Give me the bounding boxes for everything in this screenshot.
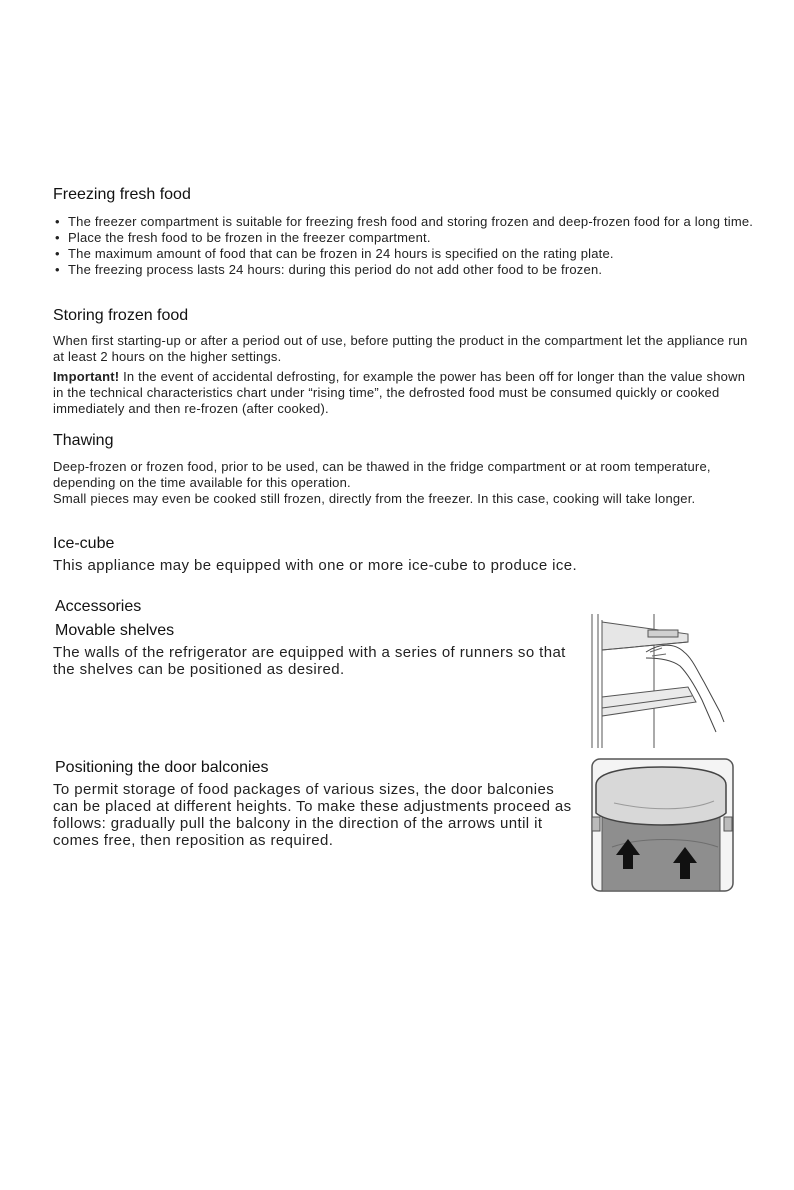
balconies-title: Positioning the door balconies xyxy=(55,759,269,776)
shelves-title: Movable shelves xyxy=(55,622,175,639)
thawing-title: Thawing xyxy=(53,432,114,449)
balcony-illustration xyxy=(590,757,735,893)
shelves-illustration xyxy=(588,612,728,750)
list-item: • The freezing process lasts 24 hours: during this period do not add other food to be frozen. xyxy=(55,262,603,277)
list-item: • Place the fresh food to be frozen in the freezer compartment. xyxy=(55,230,431,245)
list-item: • The maximum amount of food that can be frozen in 24 hours is specified on the rating plate. xyxy=(55,246,614,261)
freezing-title: Freezing fresh food xyxy=(53,186,191,203)
storing-important xyxy=(53,369,753,417)
storing-text: When first starting-up or after a period out of use, before putting the product in the compartment let the appliance run at least 2 hours on the higher settings. xyxy=(53,333,748,364)
accessories-title: Accessories xyxy=(55,598,142,615)
thawing-paragraph xyxy=(53,459,753,507)
thawing-text-1: Deep-frozen or frozen food, prior to be used, can be thawed in the fridge compartment or at room temperature, depending on the time available for this operation. xyxy=(53,459,711,490)
thawing-text-2: Small pieces may even be cooked still frozen, directly from the freezer. In this case, cooking will take longer. xyxy=(53,491,696,506)
freezing-bullet-list xyxy=(53,214,758,278)
storing-title: Storing frozen food xyxy=(53,307,189,324)
icecube-text: This appliance may be equipped with one or more ice-cube to produce ice. xyxy=(53,557,578,574)
important-text: In the event of accidental defrosting, for example the power has been off for longer than the value shown in the technical characteristics chart under “rising time”, the defrosted food must be consumed quickly or cooked immediately and then re-frozen (after cooked). xyxy=(53,369,746,416)
list-item: • The freezer compartment is suitable for freezing fresh food and storing frozen and deep-frozen food for a long time. xyxy=(55,214,754,229)
important-label: Important! xyxy=(53,369,120,384)
balconies-text: To permit storage of food packages of various sizes, the door balconies can be placed at different heights. To make these adjustments proceed as follows: gradually pull the balcony in the direction of the arrows until it comes free, then reposition as required. xyxy=(53,781,572,849)
storing-paragraph xyxy=(53,333,753,417)
shelves-text: The walls of the refrigerator are equipped with a series of runners so that the shelves can be positioned as desired. xyxy=(53,644,566,678)
icecube-title: Ice-cube xyxy=(53,535,115,552)
